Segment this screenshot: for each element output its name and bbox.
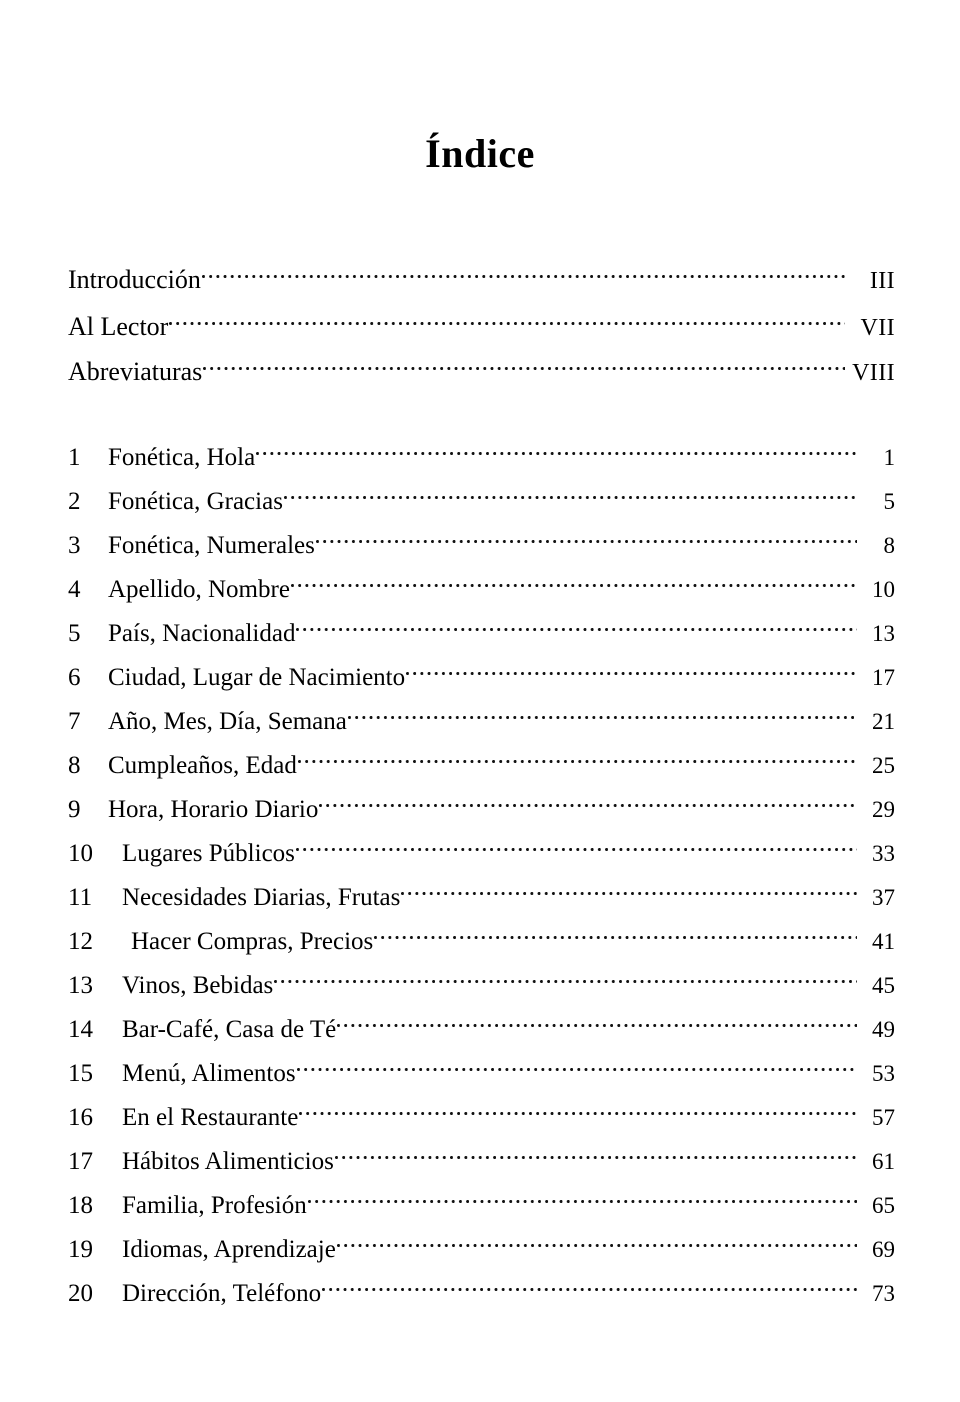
toc-entry-front-2[interactable] <box>68 350 895 386</box>
page-title: Índice <box>425 131 535 176</box>
toc-entry-page: 37 <box>872 885 895 910</box>
toc-entry-label: Hacer Compras, Precios <box>131 928 374 955</box>
dot-leader <box>401 875 857 905</box>
toc-entry-chapter-1[interactable] <box>68 435 895 471</box>
toc-entry-label: Lugares Públicos <box>122 840 295 867</box>
chapter-number: 5 <box>68 620 81 647</box>
toc-entry-chapter-2[interactable] <box>68 479 895 515</box>
chapter-number: 13 <box>68 972 93 999</box>
toc-entry-label: Menú, Alimentos <box>122 1060 296 1087</box>
toc-entry-label: Idiomas, Aprendizaje <box>122 1236 336 1263</box>
toc-entry-page: 8 <box>883 533 895 558</box>
dot-leader <box>202 258 845 288</box>
toc-entry-label: Hora, Horario Diario <box>108 796 319 823</box>
dot-leader <box>316 523 857 553</box>
toc-entry-page: VII <box>860 315 895 341</box>
chapter-number: 1 <box>68 444 81 471</box>
toc-entry-label: Hábitos Alimenticios <box>122 1148 334 1175</box>
toc-entry-page: 45 <box>872 973 895 998</box>
toc-entry-page: 29 <box>872 797 895 822</box>
toc-entry-chapter-5[interactable] <box>68 611 895 647</box>
toc-entry-page: 69 <box>872 1237 895 1262</box>
toc-entry-chapter-16[interactable] <box>68 1095 895 1131</box>
chapter-number: 16 <box>68 1104 93 1131</box>
toc-entry-page: III <box>869 268 895 294</box>
chapter-number: 19 <box>68 1236 93 1263</box>
toc-entry-label: Fonética, Gracias <box>108 488 283 515</box>
chapter-number: 4 <box>68 576 81 603</box>
toc-entry-chapter-12[interactable] <box>68 919 895 955</box>
toc-entry-chapter-19[interactable] <box>68 1227 895 1263</box>
toc-entry-label: Año, Mes, Día, Semana <box>108 708 347 735</box>
toc-entry-label: Familia, Profesión <box>122 1192 307 1219</box>
toc-entry-page: 13 <box>872 621 895 646</box>
chapter-number: 20 <box>68 1280 93 1307</box>
dot-leader <box>374 919 857 949</box>
toc-entry-label: Dirección, Teléfono <box>122 1280 322 1307</box>
toc-entry-page: 41 <box>872 929 895 954</box>
chapter-number: 14 <box>68 1016 93 1043</box>
toc-entry-page: 21 <box>872 709 895 734</box>
chapter-number: 18 <box>68 1192 93 1219</box>
toc-entry-page: 17 <box>872 665 895 690</box>
toc-entry-chapter-18[interactable] <box>68 1183 895 1219</box>
toc-entry-page: 25 <box>872 753 895 778</box>
chapter-number: 15 <box>68 1060 93 1087</box>
chapter-number: 9 <box>68 796 81 823</box>
toc-entry-chapter-11[interactable] <box>68 875 895 911</box>
chapter-number: 7 <box>68 708 81 735</box>
toc-entry-page: 57 <box>872 1105 895 1130</box>
toc-entry-front-1[interactable] <box>68 305 895 341</box>
chapter-number: 10 <box>68 840 93 867</box>
toc-entry-label: Bar-Café, Casa de Té <box>122 1016 337 1043</box>
chapter-number: 6 <box>68 664 81 691</box>
dot-leader <box>274 963 857 993</box>
toc-entry-label: Abreviaturas <box>68 357 203 386</box>
toc-entry-chapter-10[interactable] <box>68 831 895 867</box>
toc-entry-page: 1 <box>883 445 895 470</box>
toc-entry-page: 5 <box>883 489 895 514</box>
toc-entry-label: Vinos, Bebidas <box>122 972 274 999</box>
toc-entry-label: Al Lector <box>68 312 169 341</box>
toc-entry-page: 61 <box>872 1149 895 1174</box>
chapter-number: 8 <box>68 752 81 779</box>
dot-leader <box>335 1139 857 1169</box>
toc-entry-page: 65 <box>872 1193 895 1218</box>
chapter-number: 11 <box>68 884 93 911</box>
toc-entry-label: Ciudad, Lugar de Nacimiento <box>108 664 406 691</box>
toc-entry-chapter-17[interactable] <box>68 1139 895 1175</box>
chapter-number: 2 <box>68 488 81 515</box>
toc-entry-chapter-13[interactable] <box>68 963 895 999</box>
toc-entry-page: VIII <box>852 360 895 386</box>
toc-entry-chapter-3[interactable] <box>68 523 895 559</box>
toc-entry-label: Cumpleaños, Edad <box>108 752 297 779</box>
toc-entry-front-0[interactable] <box>68 258 895 294</box>
toc-entry-page: 10 <box>872 577 895 602</box>
toc-entry-chapter-8[interactable] <box>68 743 895 779</box>
dot-leader <box>319 787 857 817</box>
toc-entry-page: 49 <box>872 1017 895 1042</box>
toc-entry-chapter-14[interactable] <box>68 1007 895 1043</box>
toc-entry-chapter-6[interactable] <box>68 655 895 691</box>
toc-entry-page: 73 <box>872 1281 895 1306</box>
dot-leader <box>337 1007 857 1037</box>
toc-entry-page: 33 <box>872 841 895 866</box>
toc-entry-label: Introducción <box>68 265 201 294</box>
toc-entry-label: Fonética, Numerales <box>108 532 315 559</box>
toc-entry-chapter-20[interactable] <box>68 1271 895 1307</box>
toc-entry-chapter-7[interactable] <box>68 699 895 735</box>
toc-entry-label: Apellido, Nombre <box>108 576 290 603</box>
toc-entry-chapter-4[interactable] <box>68 567 895 603</box>
dot-leader <box>297 1051 857 1081</box>
toc-entry-label: Necesidades Diarias, Frutas <box>122 884 401 911</box>
dot-leader <box>299 1095 857 1125</box>
toc-entry-label: En el Restaurante <box>122 1104 299 1131</box>
dot-leader <box>322 1271 857 1301</box>
dot-leader <box>203 350 845 380</box>
dot-leader <box>308 1183 857 1213</box>
dot-leader <box>169 305 845 335</box>
chapter-number: 3 <box>68 532 81 559</box>
toc-entry-chapter-9[interactable] <box>68 787 895 823</box>
dot-leader <box>337 1227 857 1257</box>
chapter-number: 12 <box>68 928 93 955</box>
dot-leader <box>291 567 857 597</box>
toc-entry-chapter-15[interactable] <box>68 1051 895 1087</box>
dot-leader <box>296 831 857 861</box>
dot-leader <box>296 611 857 641</box>
dot-leader <box>406 655 857 685</box>
toc-entry-page: 53 <box>872 1061 895 1086</box>
toc-entry-label: Fonética, Hola <box>108 444 256 471</box>
dot-leader <box>256 435 857 465</box>
dot-leader <box>348 699 857 729</box>
toc-entry-label: País, Nacionalidad <box>108 620 296 647</box>
dot-leader <box>298 743 857 773</box>
dot-leader <box>284 479 857 509</box>
chapter-number: 17 <box>68 1148 93 1175</box>
